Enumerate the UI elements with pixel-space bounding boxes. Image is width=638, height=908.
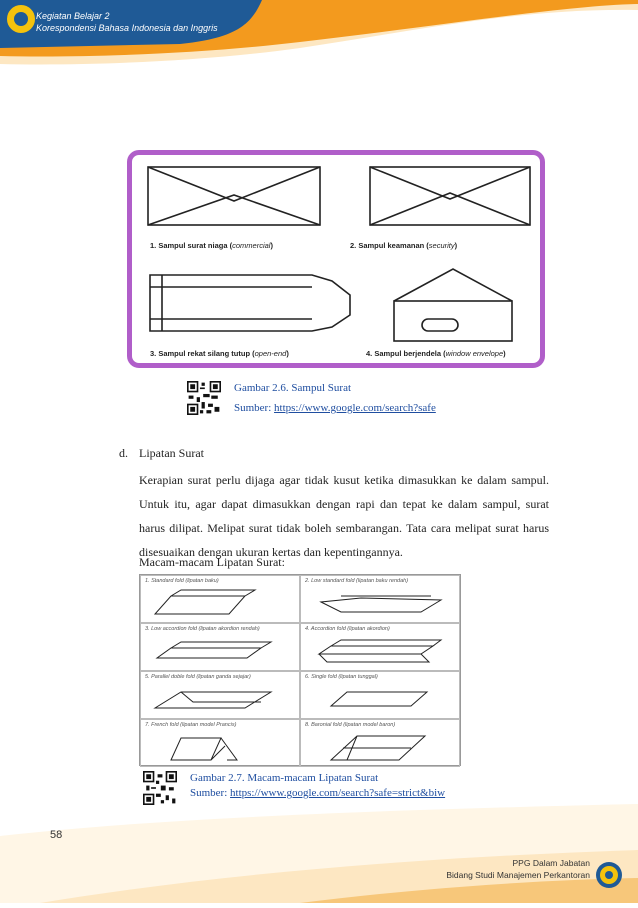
label-close: ) xyxy=(286,349,289,358)
fold-list-title: Macam-macam Lipatan Surat: xyxy=(139,555,285,569)
source-link[interactable]: https://www.google.com/search?safe xyxy=(274,402,436,414)
footer-line-1: PPG Dalam Jabatan xyxy=(512,858,590,868)
ministry-logo-icon xyxy=(594,860,624,890)
section-title: Lipatan Surat xyxy=(139,446,204,460)
header-line-2: Korespondensi Bahasa Indonesia dan Inggris xyxy=(36,23,218,33)
figure-2-6-caption: Gambar 2.6. Sampul Surat xyxy=(234,382,352,394)
label-close: ) xyxy=(503,349,506,358)
label-italic: open-end xyxy=(254,349,287,358)
fold-label: 7. French fold (lipatan model Prancis) xyxy=(145,722,237,728)
fold-types-table xyxy=(139,574,461,766)
fold-cell xyxy=(300,719,460,767)
fold-cell xyxy=(140,623,300,671)
figure-2-6-source xyxy=(234,402,436,414)
figure-2-7-source xyxy=(190,787,445,799)
fold-cell xyxy=(140,575,300,623)
label-italic: security xyxy=(428,241,455,250)
fold-label: 4. Accordion fold (lipatan akordion) xyxy=(305,626,390,632)
envelope-figure xyxy=(127,150,545,368)
fold-label: 8. Baronial fold (lipatan model baron) xyxy=(305,722,396,728)
page-header xyxy=(0,0,638,70)
fold-label: 2. Low standard fold (lipatan baku rendah) xyxy=(305,578,409,584)
fold-cell xyxy=(300,623,460,671)
fold-cell xyxy=(300,671,460,719)
label-text: 2. Sampul keamanan ( xyxy=(350,241,429,250)
ministry-logo-icon xyxy=(4,2,38,36)
label-italic: window envelope xyxy=(445,349,504,358)
fold-cell xyxy=(140,719,300,767)
label-close: ) xyxy=(454,241,458,250)
fold-label: 6. Single fold (lipatan tunggal) xyxy=(305,674,378,680)
footer-banner xyxy=(0,800,638,903)
envelope-label-window xyxy=(366,349,506,358)
section-paragraph: Kerapian surat perlu dijaga agar tidak kusut ketika dimasukkan ke dalam sampul. Untuk itu, agar dapat dimasukkan dengan rapi dan tepat ke dalam sampul, surat harus dilipat. Melipat surat tidak boleh sembarangan. Tata cara melipat surat harus disesuaikan dengan ukuran kertas dan kepentingannya. xyxy=(139,473,549,559)
footer-line-2: Bidang Studi Manajemen Perkantoran xyxy=(446,870,590,880)
envelope-label-security xyxy=(350,241,457,250)
label-close: ) xyxy=(270,241,273,250)
source-link[interactable]: https://www.google.com/search?safe=strict&biw xyxy=(230,787,446,799)
fold-label: 1. Standard fold (lipatan baku) xyxy=(145,578,219,584)
envelope-label-commercial xyxy=(150,241,273,250)
source-prefix: Sumber: xyxy=(190,787,231,799)
source-prefix: Sumber: xyxy=(234,402,275,414)
label-text: 1. Sampul surat niaga ( xyxy=(150,241,233,250)
qr-code-icon xyxy=(187,381,221,415)
page-number: 58 xyxy=(50,829,63,841)
fold-cell xyxy=(300,575,460,623)
label-italic: commercial xyxy=(232,241,271,250)
header-line-1: Kegiatan Belajar 2 xyxy=(36,11,110,21)
list-marker: d. xyxy=(119,446,128,460)
label-text: 3. Sampul rekat silang tutup ( xyxy=(150,349,255,358)
fold-label: 3. Low accordion fold (lipatan akordion rendah) xyxy=(145,626,260,632)
envelope-drawings xyxy=(132,155,540,363)
envelope-label-open-end xyxy=(150,349,289,358)
fold-label: 5. Parallel doble fold (lipatan ganda sejajar) xyxy=(145,674,251,680)
header-text xyxy=(36,10,218,34)
label-text: 4. Sampul berjendela ( xyxy=(366,349,446,358)
figure-2-7-caption: Gambar 2.7. Macam-macam Lipatan Surat xyxy=(190,772,379,784)
fold-cell xyxy=(140,671,300,719)
footer-text xyxy=(446,857,590,881)
page-footer xyxy=(0,800,638,903)
